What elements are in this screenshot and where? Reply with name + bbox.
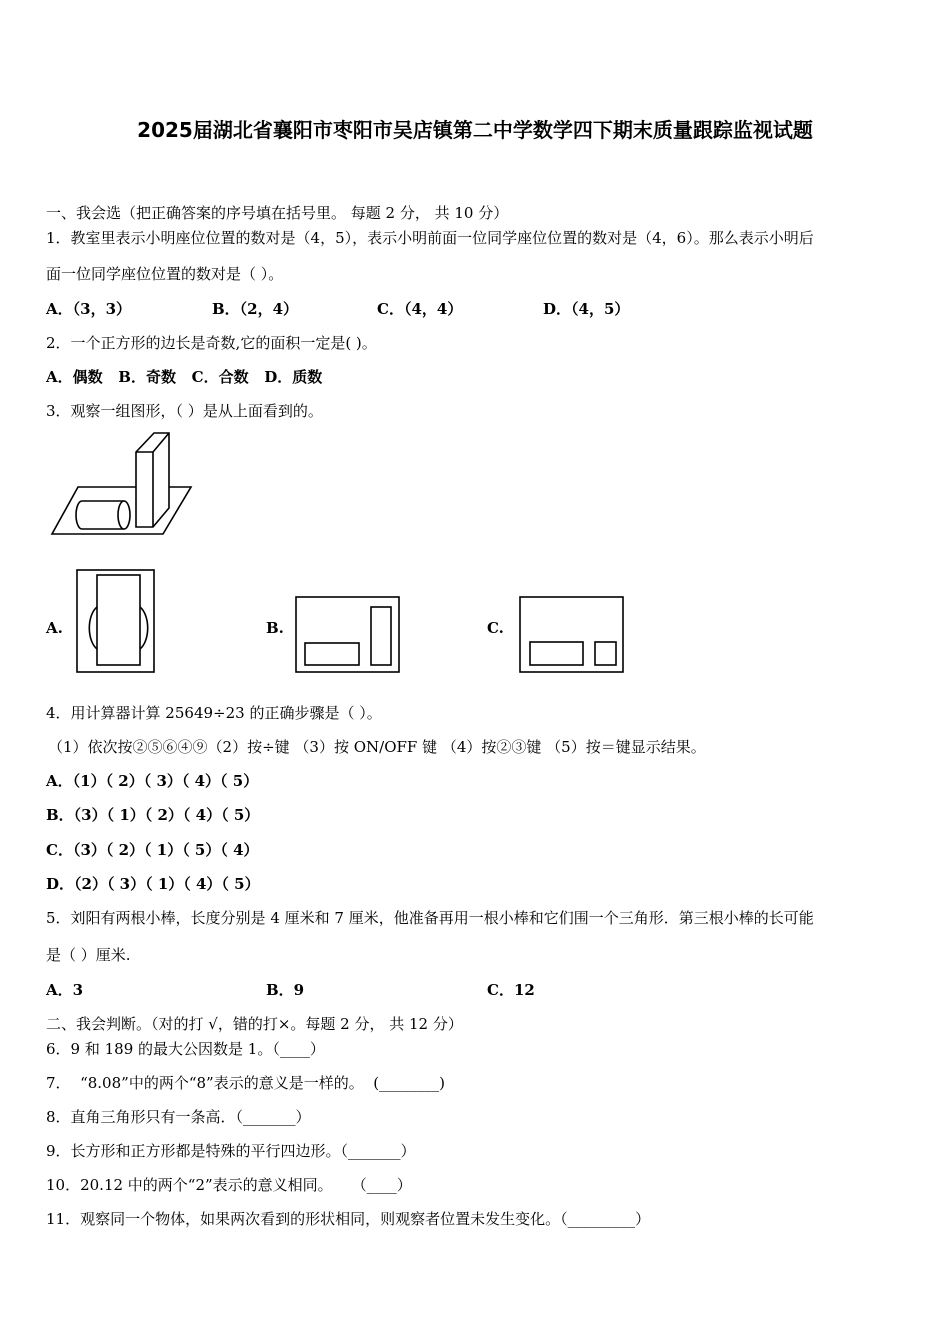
q1-option-b[interactable]: B．（2，4） — [212, 300, 299, 318]
judge-item-9[interactable]: 9．长方形和正方形都是特殊的平行四边形。（_______） — [46, 1142, 416, 1160]
q3-option-c[interactable]: C. — [487, 619, 504, 637]
q1-stem-line1: 1．教室里表示小明座位位置的数对是（4，5），表示小明前面一位同学座位位置的数对是（4，6）。那么表示小明后 — [46, 229, 814, 247]
page-title: 2025届湖北省襄阳市枣阳市吴店镇第二中学数学四下期末质量跟踪监视试题 — [137, 118, 813, 142]
q3-option-b-figure[interactable] — [295, 596, 401, 674]
q1-option-c[interactable]: C．（4，4） — [377, 300, 463, 318]
q1-option-a[interactable]: A．（3，3） — [46, 300, 132, 318]
judge-item-10[interactable]: 10．20.12 中的两个“2”表示的意义相同。 （____） — [46, 1176, 412, 1194]
q4-option-b[interactable]: B．（3）（ 1）（ 2）（ 4）（ 5） — [46, 806, 260, 824]
q5-option-b[interactable]: B．9 — [266, 981, 305, 999]
q4-stem: 4．用计算器计算 25649÷23 的正确步骤是（ ）。 — [46, 704, 382, 722]
q4-steps: （1）依次按②⑤⑥④⑨（2）按÷键 （3）按 ON/OFF 键 （4）按②③键 （5）按＝键显示结果。 — [48, 738, 706, 756]
q3-solid-figure — [50, 430, 195, 538]
q5-option-a[interactable]: A．3 — [46, 981, 84, 999]
q5-stem-line2: 是（ ）厘米. — [46, 946, 131, 964]
q3-option-a[interactable]: A. — [46, 619, 63, 637]
q5-option-c[interactable]: C．12 — [487, 981, 535, 999]
q4-option-c[interactable]: C．（3）（ 2）（ 1）（ 5）（ 4） — [46, 841, 259, 859]
q4-option-d[interactable]: D．（2）（ 3）（ 1）（ 4）（ 5） — [46, 875, 260, 893]
q4-option-a[interactable]: A．（1）（ 2）（ 3）（ 4）（ 5） — [46, 772, 259, 790]
section-2-heading: 二、我会判断。（对的打 √，错的打×。每题 2 分， 共 12 分） — [46, 1015, 463, 1033]
q2-options[interactable]: A．偶数 B．奇数 C．合数 D．质数 — [46, 368, 323, 386]
judge-item-8[interactable]: 8．直角三角形只有一条高．（_______） — [46, 1108, 311, 1126]
q3-option-c-figure[interactable] — [519, 596, 625, 674]
q3-stem: 3．观察一组图形，（ ）是从上面看到的。 — [46, 402, 323, 420]
judge-item-11[interactable]: 11．观察同一个物体，如果两次看到的形状相同，则观察者位置未发生变化。（_________） — [46, 1210, 651, 1228]
q1-stem-line2: 面一位同学座位位置的数对是（ ）。 — [46, 265, 284, 283]
q3-option-b[interactable]: B. — [266, 619, 284, 637]
q1-option-d[interactable]: D．（4，5） — [543, 300, 630, 318]
section-1-heading: 一、我会选（把正确答案的序号填在括号里。 每题 2 分， 共 10 分） — [46, 204, 509, 222]
q2-stem: 2．一个正方形的边长是奇数,它的面积一定是( )。 — [46, 334, 377, 352]
q3-option-a-figure[interactable] — [76, 569, 156, 673]
q5-stem-line1: 5．刘阳有两根小棒，长度分别是 4 厘米和 7 厘米，他准备再用一根小棒和它们围一个三角形．第三根小棒的长可能 — [46, 909, 814, 927]
judge-item-7[interactable]: 7． “8.08”中的两个“8”表示的意义是一样的。 (________) — [46, 1074, 445, 1092]
judge-item-6[interactable]: 6．9 和 189 的最大公因数是 1。（____） — [46, 1040, 325, 1058]
